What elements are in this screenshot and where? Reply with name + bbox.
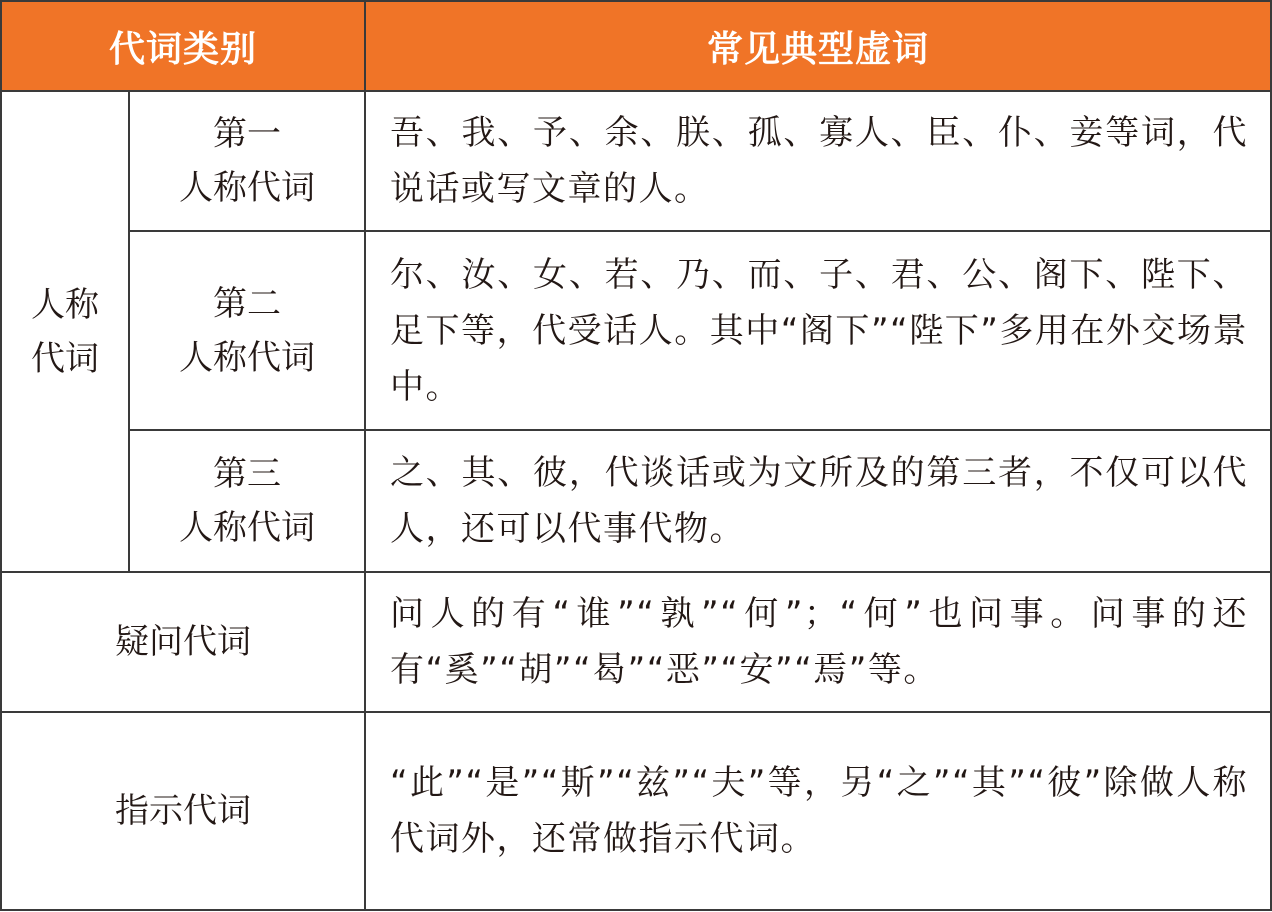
first-person-label-line1: 第一	[213, 114, 281, 154]
second-person-description: 尔、汝、女、若、乃、而、子、君、公、阁下、陛下、足下等，代受话人。其中“阁下”“陛下”多用在外交场景中。	[365, 231, 1271, 430]
table-header-row	[1, 1, 1271, 91]
third-person-description: 之、其、彼，代谈话或为文所及的第三者，不仅可以代人，还可以代事代物。	[365, 430, 1271, 572]
third-person-label-cell	[129, 430, 365, 572]
demonstrative-label: 指示代词	[1, 712, 365, 910]
header-category: 代词类别	[1, 1, 365, 91]
interrogative-description: 问人的有“谁”“孰”“何”；“何”也问事。问事的还有“奚”“胡”“曷”“恶”“安”“焉”等。	[365, 572, 1271, 712]
header-examples: 常见典型虚词	[365, 1, 1271, 91]
table-row	[1, 712, 1271, 910]
second-person-label-line1: 第二	[213, 283, 281, 324]
personal-group-label-line1: 人称	[31, 284, 99, 325]
first-person-description: 吾、我、予、余、朕、孤、寡人、臣、仆、妾等词，代说话或写文章的人。	[365, 91, 1271, 231]
personal-group-label-line2: 代词	[31, 338, 99, 379]
demonstrative-description: “此”“是”“斯”“兹”“夫”等，另“之”“其”“彼”除做人称代词外，还常做指示代词。	[365, 712, 1271, 910]
table-row	[1, 231, 1271, 430]
second-person-label-cell	[129, 231, 365, 430]
third-person-label-line1: 第三	[213, 454, 281, 494]
personal-pronoun-group-cell	[1, 91, 129, 572]
first-person-label-line2: 人称代词	[179, 168, 315, 208]
table-row	[1, 572, 1271, 712]
third-person-label-line2: 人称代词	[179, 508, 315, 548]
interrogative-label: 疑问代词	[1, 572, 365, 712]
table-row	[1, 430, 1271, 572]
table-row	[1, 91, 1271, 231]
second-person-label-line2: 人称代词	[179, 337, 315, 378]
first-person-label-cell	[129, 91, 365, 231]
